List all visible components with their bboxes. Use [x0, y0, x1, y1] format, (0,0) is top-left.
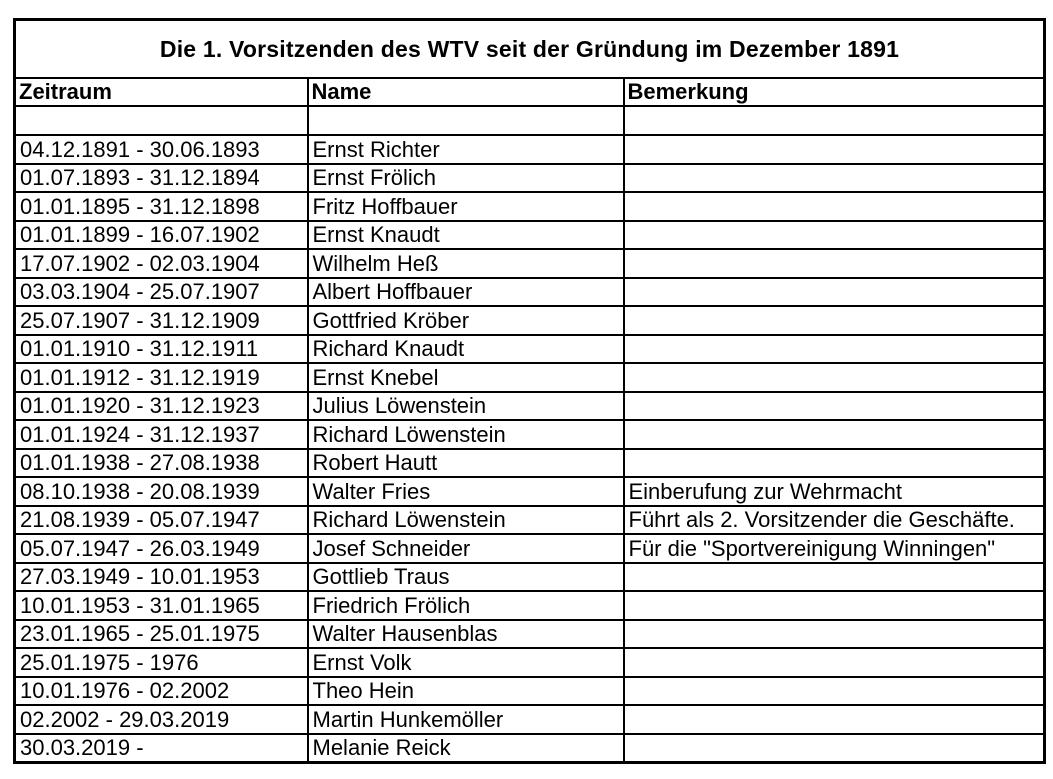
cell-zeitraum: 21.08.1939 - 05.07.1947 — [15, 506, 308, 535]
cell-zeitraum: 01.01.1895 - 31.12.1898 — [15, 192, 308, 221]
table-row — [15, 648, 1045, 677]
cell-name: Ernst Frölich — [308, 164, 624, 193]
cell-name — [308, 106, 624, 135]
cell-bemerkung — [624, 677, 1045, 706]
cell-zeitraum: 05.07.1947 - 26.03.1949 — [15, 534, 308, 563]
table-row — [15, 705, 1045, 734]
cell-bemerkung — [624, 306, 1045, 335]
table-row — [15, 534, 1045, 563]
table-body — [15, 106, 1045, 762]
cell-name: Gottfried Kröber — [308, 306, 624, 335]
table-document — [13, 18, 1046, 764]
table-row — [15, 477, 1045, 506]
cell-bemerkung — [624, 420, 1045, 449]
cell-name: Walter Fries — [308, 477, 624, 506]
table-row — [15, 135, 1045, 164]
cell-bemerkung — [624, 363, 1045, 392]
title-row — [15, 20, 1045, 79]
table-row — [15, 192, 1045, 221]
cell-name: Albert Hoffbauer — [308, 278, 624, 307]
cell-bemerkung: Einberufung zur Wehrmacht — [624, 477, 1045, 506]
table-row — [15, 620, 1045, 649]
cell-bemerkung — [624, 392, 1045, 421]
table-row — [15, 335, 1045, 364]
cell-bemerkung — [624, 192, 1045, 221]
cell-zeitraum: 25.01.1975 - 1976 — [15, 648, 308, 677]
cell-bemerkung — [624, 648, 1045, 677]
cell-bemerkung — [624, 164, 1045, 193]
cell-name: Robert Hautt — [308, 449, 624, 478]
table-row — [15, 392, 1045, 421]
column-header-zeitraum: Zeitraum — [15, 78, 308, 106]
cell-zeitraum — [15, 106, 308, 135]
cell-zeitraum: 04.12.1891 - 30.06.1893 — [15, 135, 308, 164]
cell-name: Gottlieb Traus — [308, 563, 624, 592]
cell-zeitraum: 08.10.1938 - 20.08.1939 — [15, 477, 308, 506]
cell-zeitraum: 17.07.1902 - 02.03.1904 — [15, 249, 308, 278]
cell-bemerkung — [624, 135, 1045, 164]
cell-zeitraum: 01.07.1893 - 31.12.1894 — [15, 164, 308, 193]
header-row — [15, 78, 1045, 106]
table-row — [15, 506, 1045, 535]
cell-name: Wilhelm Heß — [308, 249, 624, 278]
cell-zeitraum: 01.01.1938 - 27.08.1938 — [15, 449, 308, 478]
cell-zeitraum: 03.03.1904 - 25.07.1907 — [15, 278, 308, 307]
page-title: Die 1. Vorsitzenden des WTV seit der Gründung im Dezember 1891 — [15, 20, 1045, 79]
cell-name: Ernst Knebel — [308, 363, 624, 392]
table-row — [15, 249, 1045, 278]
cell-zeitraum: 25.07.1907 - 31.12.1909 — [15, 306, 308, 335]
chairmen-table — [13, 18, 1046, 764]
cell-bemerkung — [624, 278, 1045, 307]
cell-zeitraum: 10.01.1953 - 31.01.1965 — [15, 591, 308, 620]
table-row — [15, 164, 1045, 193]
cell-name: Friedrich Frölich — [308, 591, 624, 620]
cell-bemerkung — [624, 620, 1045, 649]
table-row — [15, 278, 1045, 307]
cell-zeitraum: 27.03.1949 - 10.01.1953 — [15, 563, 308, 592]
cell-name: Theo Hein — [308, 677, 624, 706]
table-row — [15, 363, 1045, 392]
cell-name: Ernst Richter — [308, 135, 624, 164]
cell-bemerkung — [624, 563, 1045, 592]
cell-name: Richard Löwenstein — [308, 506, 624, 535]
cell-zeitraum: 01.01.1912 - 31.12.1919 — [15, 363, 308, 392]
cell-zeitraum: 01.01.1920 - 31.12.1923 — [15, 392, 308, 421]
cell-name: Ernst Knaudt — [308, 221, 624, 250]
table-row — [15, 734, 1045, 763]
cell-name: Richard Löwenstein — [308, 420, 624, 449]
table-row — [15, 306, 1045, 335]
spacer-row — [15, 106, 1045, 135]
cell-bemerkung: Führt als 2. Vorsitzender die Geschäfte. — [624, 506, 1045, 535]
cell-zeitraum: 01.01.1910 - 31.12.1911 — [15, 335, 308, 364]
column-header-name: Name — [308, 78, 624, 106]
cell-name: Fritz Hoffbauer — [308, 192, 624, 221]
cell-name: Walter Hausenblas — [308, 620, 624, 649]
table-row — [15, 449, 1045, 478]
cell-bemerkung — [624, 335, 1045, 364]
cell-name: Richard Knaudt — [308, 335, 624, 364]
table-row — [15, 563, 1045, 592]
cell-zeitraum: 23.01.1965 - 25.01.1975 — [15, 620, 308, 649]
cell-bemerkung — [624, 705, 1045, 734]
table-row — [15, 420, 1045, 449]
column-header-bemerkung: Bemerkung — [624, 78, 1045, 106]
cell-name: Martin Hunkemöller — [308, 705, 624, 734]
table-row — [15, 221, 1045, 250]
cell-zeitraum: 01.01.1899 - 16.07.1902 — [15, 221, 308, 250]
cell-name: Ernst Volk — [308, 648, 624, 677]
cell-zeitraum: 01.01.1924 - 31.12.1937 — [15, 420, 308, 449]
cell-name: Josef Schneider — [308, 534, 624, 563]
cell-bemerkung — [624, 734, 1045, 763]
cell-name: Melanie Reick — [308, 734, 624, 763]
cell-bemerkung — [624, 591, 1045, 620]
cell-bemerkung — [624, 106, 1045, 135]
cell-bemerkung — [624, 221, 1045, 250]
cell-bemerkung: Für die "Sportvereinigung Winningen" — [624, 534, 1045, 563]
cell-name: Julius Löwenstein — [308, 392, 624, 421]
cell-zeitraum: 30.03.2019 - — [15, 734, 308, 763]
cell-zeitraum: 02.2002 - 29.03.2019 — [15, 705, 308, 734]
cell-bemerkung — [624, 449, 1045, 478]
table-row — [15, 677, 1045, 706]
cell-zeitraum: 10.01.1976 - 02.2002 — [15, 677, 308, 706]
cell-bemerkung — [624, 249, 1045, 278]
table-row — [15, 591, 1045, 620]
